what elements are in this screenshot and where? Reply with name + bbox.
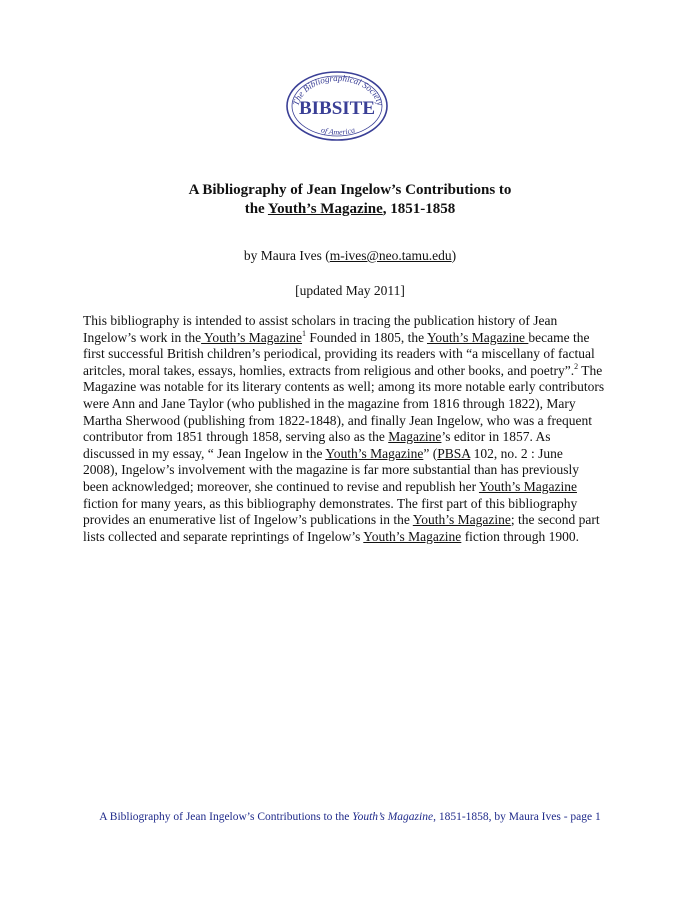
magazine-link[interactable]: Youth’s Magazine — [363, 528, 462, 544]
magazine-link[interactable]: Youth’s Magazine — [426, 329, 529, 345]
title-magazine-link[interactable]: Youth’s Magazine — [267, 201, 383, 217]
logo-wordmark: BIBSITE — [298, 98, 376, 119]
updated-note: [updated May 2011] — [295, 283, 405, 298]
magazine-link[interactable]: Magazine — [388, 429, 442, 445]
magazine-link[interactable]: Youth’s Magazine — [201, 329, 302, 345]
page-title-line1: A Bibliography of Jean Ingelow’s Contributions to — [188, 182, 512, 198]
magazine-link[interactable]: Youth’s Magazine — [412, 512, 511, 528]
bibsite-logo — [284, 70, 390, 142]
logo-arc-bottom: of America — [319, 125, 357, 137]
footnote-ref-1[interactable]: 1 — [301, 328, 306, 338]
footnote-ref-2[interactable]: 2 — [574, 361, 579, 371]
page-footer: A Bibliography of Jean Ingelow’s Contributions to the Youth’s Magazine, 1851-1858, by Maura Ives - page 1 — [99, 811, 601, 823]
author-byline: by Maura Ives (m-ives@neo.tamu.edu) — [243, 248, 457, 263]
pbsa-link[interactable]: PBSA — [437, 445, 471, 461]
author-email-link[interactable]: m-ives@neo.tamu.edu — [329, 248, 452, 263]
magazine-link[interactable]: Youth’s Magazine — [478, 478, 577, 494]
intro-paragraph: This bibliography is intended to assist scholars in tracing the publication history of Jean Ingelow’s work in the Youth’s Magazine$^1$ Founded in 1805, the Youth’s Magazine became the first successful British children’s periodical, providing its readers with “a miscellany of factual aritcles, moral takes, essays, homlies, extracts from religious and other books, and poetry”.$^2$ The Magazine was notable for its literary contents as well; among its more notable early contributors were Ann and Jane Taylor (who published in the magazine from 1816 through 1822), Mary Martha Sherwood (publishing from 1822-1848), and finally Jean Ingelow, who was a frequent contributor from 1851 through 1858, serving also as the Magazine’s editor in 1857. As discussed in my essay, “ Jean Ingelow in the Youth’s Magazine” (PBSA 102, no. 2 : June 2008), Ingelow’s involvement with the magazine is far more substantial than has previously been acknowledged; moreover, she continued to revise and republish her Youth’s Magazine fiction for many years, as this bibliography demonstrates. The first part of this bibliography provides an enumerative list of Ingelow’s publications in the Youth’s Magazine; the second part lists collected and separate reprintings of Ingelow’s Youth’s Magazine fiction through 1900. — [83, 313, 605, 544]
page-title-line2: the Youth’s Magazine, 1851-1858 — [244, 201, 456, 217]
logo-arc-top: The Bibliographical Society — [290, 72, 386, 107]
magazine-link[interactable]: Youth’s Magazine — [325, 445, 424, 461]
